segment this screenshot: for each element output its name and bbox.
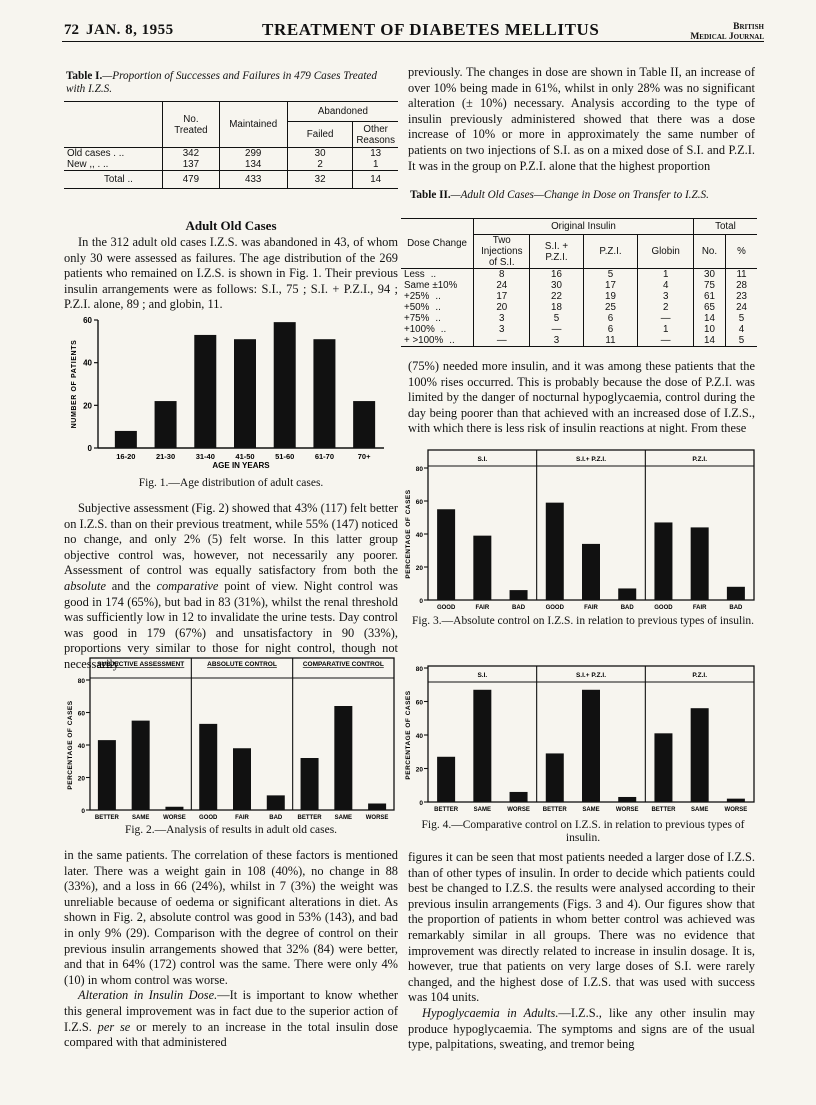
cell: 18 xyxy=(530,302,583,313)
ytick-label: 80 xyxy=(415,466,423,473)
right-paragraph-1 xyxy=(408,65,755,174)
panel-title: S.I.+ P.Z.I. xyxy=(575,672,607,679)
table2-col-two: Two Injections of S.I. xyxy=(474,235,530,269)
paragraph-part: and the xyxy=(106,578,157,593)
journal-name-line1: British xyxy=(733,22,764,32)
cell: 137 xyxy=(163,159,219,171)
paragraph: (75%) needed more insulin, and it was among these patients that the 100% rises occurred. This is probably because the dose of P.Z.I. was limited by the danger of nocturnal hypoglycaemia, control during the day being poorer than that achieved with an increased dose of I.Z.S., with which there is less risk of insulin reactions at night. From these xyxy=(408,359,755,436)
ytick-label: 80 xyxy=(77,678,85,685)
table2-col-total: Total xyxy=(715,221,736,232)
fig1-bar xyxy=(234,339,256,448)
cell: — xyxy=(638,313,693,324)
panel-title: P.Z.I. xyxy=(692,672,708,679)
cell: 22 xyxy=(530,291,583,302)
bar xyxy=(98,740,116,810)
fig4-chart xyxy=(398,664,758,816)
paragraph-part: Subjective assessment (Fig. 2) showed that 43% (117) felt better on I.Z.S. than on their previous treatment, while 55% (147) noticed no change, and only 2% (5) felt worse. In this latter group objective control was, however, not necessarily any poorer. Assessment of control was equally satisfactory from both the xyxy=(64,501,398,578)
cell: 342 xyxy=(163,148,219,160)
fig3-chart xyxy=(398,448,758,616)
paragraph-italic: comparative xyxy=(156,578,219,593)
cell: 24 xyxy=(736,302,747,313)
bar xyxy=(691,708,709,802)
xtick-label: WORSE xyxy=(507,807,530,813)
xtick-label: FAIR xyxy=(584,605,598,611)
fig1-xtick-label: 61-70 xyxy=(314,452,335,461)
paragraph-part: or merely to an increase in the total insulin dose compared with that administered xyxy=(64,1019,398,1050)
left-paragraph-1 xyxy=(64,235,398,313)
cell: 479 xyxy=(163,171,219,189)
right-paragraph-2 xyxy=(408,359,755,437)
fig1-ytick-label: 60 xyxy=(83,316,92,325)
paragraph-part: —It is important to know whether this general improvement was in fact due to the superior action of I.Z.S. xyxy=(64,988,398,1034)
row-dots: .. xyxy=(440,324,447,335)
fig2-caption: Fig. 2.—Analysis of results in adult old cases. xyxy=(124,824,338,836)
table-row xyxy=(64,159,398,171)
cell: 433 xyxy=(219,171,287,189)
cell: 61 xyxy=(693,291,725,302)
table1 xyxy=(64,101,398,189)
cell: 20 xyxy=(474,302,530,313)
cell: 14 xyxy=(693,335,725,347)
cell: 134 xyxy=(219,159,287,171)
xtick-label: SAME xyxy=(690,807,709,813)
fig1-bar xyxy=(155,401,177,448)
fig1-xtick-label: 31-40 xyxy=(195,452,215,461)
paragraph: figures it can be seen that most patients needed a larger dose of I.Z.S. than of other types of insulin. In order to decide which patients could best be changed to I.Z.S. the results were analysed according to their previous insulin arrangements (Figs. 3 and 4). Our figures show that the proportion of patients in whom better control was achieved was remarkably similar in all groups. There was no evidence that improvement was directly related to increase in insulin dosage. It is, however, true that patients on very large doses of S.I. were rarely changed, and the highest dose of I.Z.S. that was used with success was 104 units. xyxy=(408,850,755,1005)
xtick-label: FAIR xyxy=(235,815,249,821)
table2-caption-text: —Adult Old Cases—Change in Dose on Transfer to I.Z.S. xyxy=(450,189,709,201)
table2-caption-label: Table II. xyxy=(410,189,451,201)
cell: 3 xyxy=(474,324,530,335)
cell: 3 xyxy=(530,335,583,347)
row-label: Same ±10% xyxy=(404,280,458,291)
xtick-label: BETTER xyxy=(542,807,567,813)
fig1-xtick-label: 21-30 xyxy=(155,452,176,461)
cell: — xyxy=(638,335,693,347)
bar xyxy=(199,724,217,810)
fig3-caption: Fig. 3.—Absolute control on I.Z.S. in relation to previous types of insulin. xyxy=(411,615,755,627)
row-label-cell xyxy=(401,324,474,335)
running-title: TREATMENT OF DIABETES MELLITUS xyxy=(262,20,600,39)
paragraph-part: —I.Z.S., like any other insulin may produce hypoglycaemia. The symptoms and signs are of the usual type, palpitations, sweating, and tremor being xyxy=(408,1005,755,1052)
table2-col-no: No. xyxy=(693,235,725,269)
cell: 14 xyxy=(370,174,382,185)
row-dots: .. xyxy=(449,335,455,346)
bar xyxy=(437,757,455,802)
table1-col-abandoned: Abandoned xyxy=(287,102,398,122)
fig1-bar xyxy=(194,335,216,448)
bar xyxy=(473,536,491,600)
xtick-label: GOOD xyxy=(436,605,456,611)
bar xyxy=(510,792,528,802)
cell: 3 xyxy=(638,291,693,302)
ylabel: PERCENTAGE OF CASES xyxy=(67,700,74,790)
table2-col-sipzi: S.I. + P.Z.I. xyxy=(530,235,583,269)
cell: 2 xyxy=(638,302,693,313)
ytick-label: 40 xyxy=(415,532,423,539)
table1-caption xyxy=(66,70,398,96)
fig2-chart xyxy=(64,656,398,824)
bar xyxy=(473,690,491,802)
table-row xyxy=(64,148,398,160)
table1-caption-text: —Proportion of Successes and Failures in 479 Cases Treated with I.Z.S. xyxy=(66,70,377,95)
cell: 5 xyxy=(583,269,638,281)
left-paragraph-2 xyxy=(64,501,398,673)
table2-col-pzi: P.Z.I. xyxy=(583,235,638,269)
row-label-cell xyxy=(401,313,474,324)
table1-col-other: Other Reasons xyxy=(353,122,398,148)
cell: 13 xyxy=(370,148,382,159)
cell: 17 xyxy=(583,280,638,291)
cell: 1 xyxy=(372,159,379,170)
paragraph-italic: absolute xyxy=(64,578,106,593)
xtick-label: SAME xyxy=(582,807,600,813)
table1-col-maintained: Maintained xyxy=(219,102,287,148)
table2-caption xyxy=(410,189,756,202)
panel-title: ABSOLUTE CONTROL xyxy=(207,661,277,668)
row-label: +50% xyxy=(404,302,430,313)
ytick-label: 20 xyxy=(415,766,423,774)
row-label: Total xyxy=(104,174,125,185)
table2 xyxy=(401,218,757,347)
table-row-total xyxy=(64,171,398,189)
ytick-label: 0 xyxy=(81,808,85,815)
fig1-ytick-label: 20 xyxy=(83,401,92,411)
bar xyxy=(546,753,564,802)
bar xyxy=(618,797,636,802)
fig1-xtick-label: 51-60 xyxy=(275,452,295,461)
table2-col-pct: % xyxy=(726,235,757,269)
table-row xyxy=(401,280,757,291)
xtick-label: WORSE xyxy=(163,815,186,821)
ytick-label: 20 xyxy=(415,565,423,572)
paragraph-italic: per se xyxy=(97,1019,131,1034)
cell: — xyxy=(530,324,583,335)
cell: 5 xyxy=(530,313,583,324)
cell: 14 xyxy=(693,313,725,324)
fig1-ylabel: NUMBER OF PATIENTS xyxy=(71,339,78,429)
fig1-bar xyxy=(274,322,296,448)
cell: — xyxy=(474,335,530,347)
journal-name xyxy=(690,22,764,42)
ytick-label: 20 xyxy=(77,775,85,783)
table-row xyxy=(401,302,757,313)
xtick-label: WORSE xyxy=(615,807,639,813)
xtick-label: BETTER xyxy=(434,807,459,813)
fig1-ytick-label: 40 xyxy=(83,358,92,368)
paragraph: in the same patients. The correlation of these factors is mentioned later. There was a weight gain in 108 (40%), no change in 88 (33%), and a loss in 66 (24%), whilst in 7 (3%) the weight was unreliable because of oedema or significant alterations in diet. As shown in Fig. 2, absolute control was good in 53% (143), and bad in only 9% (29). Comparison with the degree of control on their previous insulin arrangements showed that 32% (84) were better, and that in 64% (172) control was the same. There were only 4% (10) in whom control was worse. xyxy=(64,848,398,987)
bar xyxy=(727,587,745,600)
xtick-label: FAIR xyxy=(475,605,490,611)
cell: 30 xyxy=(530,280,583,291)
ytick-label: 40 xyxy=(415,733,423,740)
fig1-xtick-label: 16-20 xyxy=(116,452,136,461)
row-label: +75% xyxy=(404,313,430,324)
row-label-cell xyxy=(401,302,474,313)
issue-date: JAN. 8, 1955 xyxy=(86,22,174,38)
xtick-label: GOOD xyxy=(545,605,564,611)
row-label: +100% xyxy=(404,324,435,335)
row-label-cell xyxy=(401,335,474,347)
row-label-cell xyxy=(401,269,474,281)
table-row xyxy=(401,335,757,347)
bar xyxy=(510,590,528,600)
cell: 8 xyxy=(474,269,530,281)
row-label: New ,, . xyxy=(67,159,101,170)
ytick-label: 0 xyxy=(419,800,423,807)
bar xyxy=(368,804,386,811)
fig1-xtick-label: 70+ xyxy=(357,452,371,461)
ytick-label: 60 xyxy=(415,499,423,506)
paragraph-title: Alteration in Insulin Dose. xyxy=(78,988,218,1003)
xtick-label: SAME xyxy=(473,807,492,813)
row-dots: .. xyxy=(127,174,133,185)
panel-title: S.I. xyxy=(477,672,488,679)
cell: 6 xyxy=(583,324,638,335)
fig1-bar xyxy=(313,339,335,448)
fig1-xlabel: AGE IN YEARS xyxy=(212,461,270,470)
paragraph: In the 312 adult old cases I.Z.S. was abandoned in 43, of whom only 30 were assessed as failures. The age distribution of the 269 patients who remained on I.Z.S. is shown in Fig. 1. Their previous insulin arrangements were as follows: S.I., 75 ; S.I. + P.Z.I., 94 ; P.Z.I. alone, 89 ; and globin, 11. xyxy=(64,235,398,312)
table-row xyxy=(401,313,757,324)
row-label: Less xyxy=(404,269,425,280)
cell: 5 xyxy=(738,313,745,324)
cell: 1 xyxy=(638,324,693,335)
cell: 30 xyxy=(693,269,725,281)
fig1-ytick-label: 0 xyxy=(87,444,92,453)
bar xyxy=(334,706,352,810)
bar xyxy=(582,690,600,802)
bar xyxy=(654,522,672,600)
table-row xyxy=(401,324,757,335)
panel-title: S.I. xyxy=(477,456,488,463)
cell: 11 xyxy=(736,269,747,280)
ytick-label: 80 xyxy=(415,666,423,673)
cell: 30 xyxy=(287,148,352,160)
bar xyxy=(267,795,285,810)
panel-title: S.I.+ P.Z.I. xyxy=(575,456,607,463)
cell: 19 xyxy=(583,291,638,302)
ylabel: PERCENTAGE OF CASES xyxy=(405,690,412,780)
fig4-caption: Fig. 4.—Comparative control on I.Z.S. in relation to previous types of insulin. xyxy=(421,819,745,844)
cell: 11 xyxy=(583,335,638,347)
panel-title: P.Z.I. xyxy=(692,456,708,463)
cell: 1 xyxy=(638,269,693,281)
bar xyxy=(132,721,150,810)
xtick-label: BAD xyxy=(729,605,743,611)
xtick-label: BETTER xyxy=(297,815,322,821)
xtick-label: WORSE xyxy=(365,815,389,821)
cell: 32 xyxy=(287,171,352,189)
cell: 299 xyxy=(219,148,287,160)
ytick-label: 60 xyxy=(77,710,85,718)
journal-name-line2: Medical Journal xyxy=(690,32,764,42)
xtick-label: GOOD xyxy=(654,605,673,611)
table1-caption-label: Table I. xyxy=(66,70,103,82)
bar xyxy=(582,544,600,600)
row-dots: .. xyxy=(430,269,437,280)
left-paragraph-3 xyxy=(64,848,398,1051)
section-heading: Adult Old Cases xyxy=(185,218,277,233)
cell: 23 xyxy=(736,291,747,302)
row-label-cell xyxy=(401,280,474,291)
cell: 28 xyxy=(736,280,747,291)
bar xyxy=(691,527,709,600)
fig1-chart xyxy=(64,312,398,474)
table1-col-treated: No. Treated xyxy=(163,102,219,148)
table-row xyxy=(401,291,757,302)
fig1-caption: Fig. 1.—Age distribution of adult cases. xyxy=(138,477,324,489)
ytick-label: 0 xyxy=(419,598,423,605)
bar xyxy=(727,799,745,802)
cell: 25 xyxy=(583,302,638,313)
row-dots: .. xyxy=(102,159,109,170)
ytick-label: 40 xyxy=(77,743,85,750)
table2-col-globin: Globin xyxy=(638,235,693,269)
bar xyxy=(546,503,564,600)
table2-col-original: Original Insulin xyxy=(474,219,694,235)
bar xyxy=(618,588,636,600)
xtick-label: BAD xyxy=(620,605,634,611)
cell: 3 xyxy=(474,313,530,324)
fig1-bar xyxy=(353,401,375,448)
xtick-label: WORSE xyxy=(724,807,748,813)
table1-col-failed: Failed xyxy=(287,122,352,148)
row-label: +25% xyxy=(404,291,430,302)
panel-title: COMPARATIVE CONTROL xyxy=(302,661,384,668)
xtick-label: FAIR xyxy=(692,605,707,611)
xtick-label: BETTER xyxy=(94,815,119,821)
cell: 2 xyxy=(287,159,352,171)
xtick-label: BETTER xyxy=(651,807,676,813)
row-dots: .. xyxy=(435,291,441,302)
row-label: + >100% xyxy=(404,335,444,346)
panel-title: SUBJECTIVE ASSESSMENT xyxy=(97,661,185,668)
cell: 75 xyxy=(693,280,725,291)
row-label: Old cases . xyxy=(67,148,117,159)
bar xyxy=(437,509,455,600)
row-label-cell xyxy=(401,291,474,302)
paragraph-title: Hypoglycaemia in Adults. xyxy=(422,1005,559,1020)
cell: 5 xyxy=(738,335,745,346)
paragraph: previously. The changes in dose are shown in Table II, an increase of over 10% being made in 61%, whilst in only 28% was no significant alteration (± 10%) necessary. Analysis according to the type of insulin previously administered showed that there was a dose increase of 10% or more in approximately the same number of patients on two injections of S.I. as on a mixed dose of S.I. and P.Z.I. It was in the group on P.Z.I. alone that the highest proportion xyxy=(408,65,755,173)
cell: 4 xyxy=(638,280,693,291)
table2-col-dose: Dose Change xyxy=(407,238,467,249)
fig1-xtick-label: 41-50 xyxy=(235,452,255,461)
bar xyxy=(301,758,319,810)
xtick-label: GOOD xyxy=(199,815,218,821)
right-paragraph-3 xyxy=(408,850,755,1053)
paragraph-part: point of view. Night control was good in 174 (65%), but bad in 83 (31%), whilst the renal threshold was sufficiently low in 12 to invalidate the urine tests. Day control was good in 179 (67%) and unsatisfactory in 90 (33%), proportions very similar to those for night control, though not necessarily xyxy=(64,578,398,671)
bar xyxy=(233,748,251,810)
bar xyxy=(165,807,183,810)
ylabel: PERCENTAGE OF CASES xyxy=(405,489,412,579)
bar xyxy=(654,733,672,802)
ytick-label: 60 xyxy=(415,699,423,707)
row-dots: .. xyxy=(435,313,441,324)
xtick-label: BAD xyxy=(269,815,283,821)
row-dots: .. xyxy=(118,148,125,159)
cell: 10 xyxy=(693,324,725,335)
cell: 17 xyxy=(474,291,530,302)
cell: 4 xyxy=(738,324,745,335)
fig1-bar xyxy=(115,431,137,448)
table-row xyxy=(401,269,757,281)
row-dots: .. xyxy=(435,302,441,313)
page-number: 72 xyxy=(64,22,79,38)
xtick-label: SAME xyxy=(334,815,353,821)
xtick-label: BAD xyxy=(512,605,526,611)
cell: 16 xyxy=(530,269,583,281)
cell: 6 xyxy=(583,313,638,324)
header-rule xyxy=(62,41,764,42)
cell: 24 xyxy=(474,280,530,291)
xtick-label: SAME xyxy=(131,815,150,821)
cell: 65 xyxy=(693,302,725,313)
